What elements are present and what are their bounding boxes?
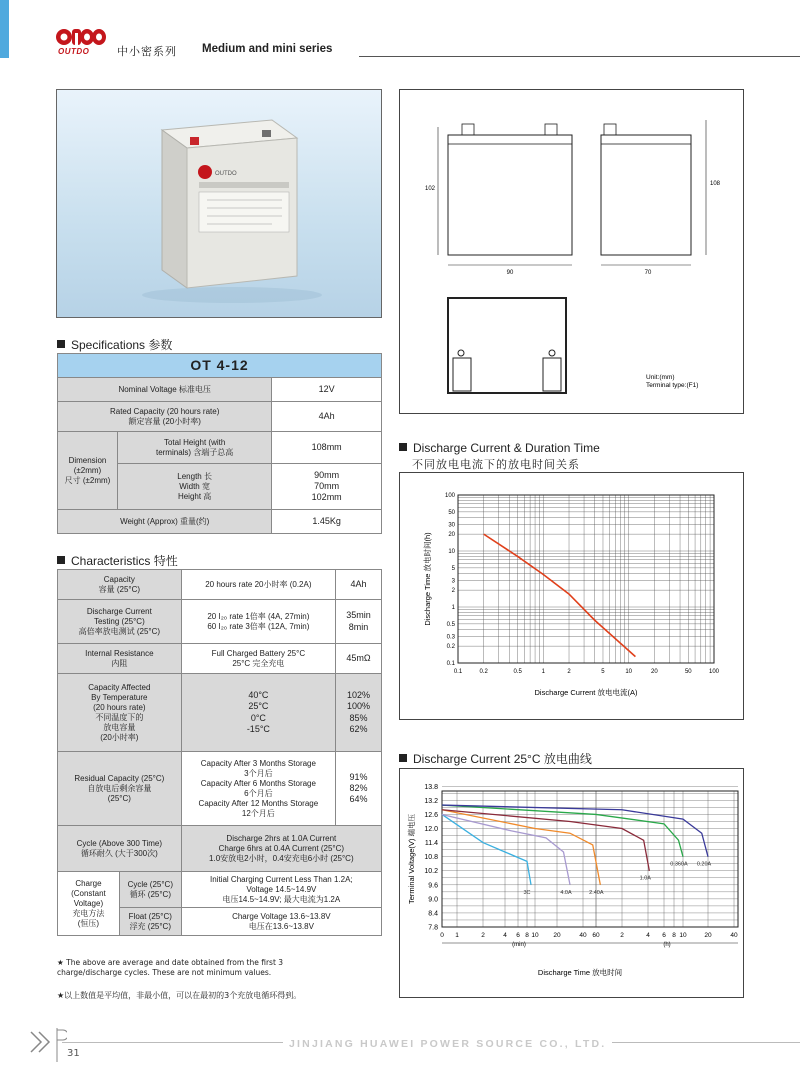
- temperature-capacity-label: Capacity Affected By Temperature (20 hours rate) 不同温度下的 放电容量 (20小时率): [58, 674, 182, 752]
- discharge-curve-plot: [400, 769, 745, 999]
- y-tick-label: 9.6: [428, 882, 438, 890]
- page-header: [55, 26, 800, 60]
- svg-text:OUTDO: OUTDO: [215, 171, 237, 177]
- notes-en: ★ The above are average and date obtained from the first 3 charge/discharge cycles. These are not minimum values.: [57, 958, 284, 978]
- x-tick-label: 8: [525, 932, 529, 939]
- x-tick-label: 10: [679, 932, 687, 939]
- nominal-voltage-label: Nominal Voltage 标准电压: [58, 378, 272, 402]
- capacity-condition: 20 hours rate 20小时率 (0.2A): [181, 570, 335, 600]
- dim-height-side-label: 108: [709, 181, 721, 187]
- characteristics-title: Characteristics 特性: [71, 554, 178, 568]
- x-tick-label: 1: [455, 932, 459, 939]
- y-tick-label: 2: [451, 588, 455, 595]
- internal-resistance-label: Internal Resistance 内阻: [58, 644, 182, 674]
- dimension-label: Dimension (±2mm) 尺寸 (±2mm): [58, 432, 118, 510]
- x-tick-label: 0.2: [479, 669, 488, 675]
- logo-wordmark: OUTDO: [58, 47, 90, 56]
- dim-width-label: 90: [506, 270, 514, 276]
- y-tick-label: 13.2: [424, 797, 438, 805]
- product-photo: [56, 89, 382, 318]
- cycle-use-condition: Initial Charging Current Less Than 1.2A; Voltage 14.5~14.9V 电压14.5~14.9V; 最大电流为1.2A: [181, 872, 381, 908]
- discharge-time-line: [484, 534, 636, 656]
- weight-value: 1.45Kg: [272, 510, 382, 534]
- y-tick-label: 10: [448, 549, 455, 555]
- y-axis-title: Terminal Voltage(V) 端电压: [407, 813, 416, 905]
- y-tick-label: 20: [448, 532, 455, 539]
- discharge-time-plot: [400, 473, 745, 721]
- y-tick-label: 13.8: [424, 783, 438, 791]
- total-height-label: Total Height (with terminals) 含端子总高: [117, 432, 271, 464]
- model-name: OT 4-12: [58, 354, 382, 378]
- float-use-label: Float (25°C) 浮充 (25°C): [119, 908, 181, 936]
- x-tick-label: 50: [684, 669, 692, 675]
- header-divider: [359, 56, 800, 57]
- bullet-square-icon: [399, 443, 407, 451]
- y-tick-label: 100: [444, 493, 455, 499]
- curve-label: 0.360A: [670, 861, 688, 868]
- y-tick-label: 30: [448, 522, 455, 529]
- characteristics-table: [57, 569, 382, 936]
- y-tick-label: 7.8: [428, 924, 438, 932]
- y-tick-label: 0.5: [446, 621, 455, 628]
- curve-label: 1.0A: [639, 875, 651, 882]
- nominal-voltage-value: 12V: [272, 378, 382, 402]
- x-tick-label: 40: [730, 932, 738, 939]
- y-tick-label: 5: [451, 565, 455, 572]
- bullet-square-icon: [57, 340, 65, 348]
- capacity-label: Capacity 容量 (25°C): [58, 570, 182, 600]
- y-tick-label: 0.1: [446, 661, 455, 667]
- y-tick-label: 10.8: [424, 854, 438, 862]
- y-tick-label: 10.2: [424, 868, 438, 876]
- x-tick-label: 8: [672, 932, 676, 939]
- total-height-value: 108mm: [272, 432, 382, 464]
- y-tick-label: 0.2: [446, 644, 455, 651]
- specifications-title: Specifications 参数: [71, 338, 173, 352]
- x-tick-label: 10: [625, 669, 633, 675]
- page-number: 31: [67, 1048, 80, 1059]
- specifications-table: [57, 353, 382, 534]
- x-tick-label: 20: [704, 932, 712, 939]
- temperature-list: 40°C 25°C 0°C -15°C: [181, 674, 335, 752]
- charge-method-label: Charge (Constant Voltage) 充电方法 (恒压): [58, 872, 120, 936]
- y-tick-label: 12.6: [424, 811, 438, 819]
- notes-cn: ★以上数值是平均值，非最小值，可以在最初的3个充放电循环得到。: [57, 991, 302, 1000]
- dimension-drawing: [399, 89, 744, 414]
- discharge-curve: [442, 810, 600, 885]
- x-tick-label: 6: [662, 932, 666, 939]
- cycle-life-condition: Discharge 2hrs at 1.0A Current Charge 6hrs at 0.4A Current (25°C) 1.0安放电2小时，0.4安充电6小时 (25°C): [181, 826, 381, 872]
- lwh-labels: Length 长 Width 宽 Height 高: [117, 464, 271, 510]
- x-tick-label: 4: [503, 932, 507, 939]
- chart1-title: Discharge Current & Duration Time: [413, 441, 600, 455]
- bullet-square-icon: [399, 754, 407, 762]
- x-tick-label: 0: [440, 932, 444, 939]
- rated-capacity-value: 4Ah: [272, 402, 382, 432]
- y-tick-label: 9.0: [428, 896, 438, 904]
- y-tick-label: 50: [448, 509, 455, 516]
- edge-tab: [0, 0, 9, 58]
- series-title-cn: 中小密系列: [117, 45, 177, 58]
- y-axis-title: Discharge Time 放电时间(h): [423, 532, 432, 626]
- x-tick-label: 60: [592, 932, 600, 939]
- x-tick-label: 0.1: [453, 669, 463, 675]
- discharge-test-condition: 20 I₂₀ rate 1倍率 (4A, 27min) 60 I₂₀ rate 3倍率 (12A, 7min): [181, 600, 335, 644]
- unit-note: Unit:(mm): [646, 374, 675, 381]
- x-tick-label: 5: [601, 669, 605, 675]
- x-tick-label: 4: [646, 932, 650, 939]
- chart1-heading: [399, 441, 600, 455]
- y-tick-label: 12.0: [424, 826, 438, 834]
- curve-label: 3C: [523, 889, 531, 896]
- cycle-life-label: Cycle (Above 300 Time) 循环耐久 (大于300次): [58, 826, 182, 872]
- x-tick-label: 40: [579, 932, 587, 939]
- specifications-heading: [57, 336, 172, 353]
- plot-frame: [458, 495, 714, 663]
- bullet-square-icon: [57, 556, 65, 564]
- x-tick-label: 2: [620, 932, 624, 939]
- temperature-capacity-values: 102% 100% 85% 62%: [336, 674, 382, 752]
- x-tick-label: 2: [481, 932, 485, 939]
- footer-chevron-logo: [27, 1022, 67, 1062]
- x-tick-label: 0.5: [513, 669, 522, 675]
- internal-resistance-value: 45mΩ: [336, 644, 382, 674]
- curve-label: 2.40A: [589, 889, 604, 896]
- discharge-test-value: 35min 8min: [336, 600, 382, 644]
- discharge-curve: [442, 810, 649, 871]
- cycle-use-label: Cycle (25°C) 循环 (25°C): [119, 872, 181, 908]
- capacity-value: 4Ah: [336, 570, 382, 600]
- x-tick-label: 20: [651, 669, 658, 675]
- discharge-test-label: Discharge Current Testing (25°C) 高倍率放电测试 (25°C): [58, 600, 182, 644]
- residual-capacity-values: 91% 82% 64%: [336, 752, 382, 826]
- residual-capacity-condition: Capacity After 3 Months Storage 3个月后 Capacity After 6 Months Storage 6个月后 Capacity After 12 Months Storage 12个月后: [181, 752, 335, 826]
- curve-label: 4.0A: [560, 889, 572, 896]
- chart1-subtitle: 不同放电电流下的放电时间关系: [412, 458, 580, 471]
- curve-label: 0.20A: [696, 861, 712, 868]
- characteristics-heading: [57, 552, 178, 569]
- discharge-time-chart: [399, 472, 744, 720]
- y-tick-label: 3: [451, 578, 455, 585]
- rated-capacity-label: Rated Capacity (20 hours rate) 额定容量 (20小时率): [58, 402, 272, 432]
- terminal-note: Terminal type:(F1): [646, 382, 699, 389]
- x-tick-label: 1: [541, 669, 546, 675]
- x-axis-title: Discharge Time 放电时间: [537, 968, 623, 977]
- battery-illustration: [57, 90, 383, 319]
- y-tick-label: 8.4: [428, 910, 438, 918]
- y-tick-label: 11.4: [424, 840, 438, 848]
- series-title-en: Medium and mini series: [202, 43, 333, 55]
- x-unit-h: (h): [663, 942, 671, 948]
- x-unit-min: (min): [512, 942, 526, 948]
- x-tick-label: 2: [567, 669, 571, 675]
- x-axis-title: Discharge Current 放电电流(A): [534, 688, 638, 697]
- lwh-values: 90mm 70mm 102mm: [272, 464, 382, 510]
- float-use-condition: Charge Voltage 13.6~13.8V 电压在13.6~13.8V: [181, 908, 381, 936]
- chart2-title: Discharge Current 25°C 放电曲线: [413, 752, 592, 766]
- y-tick-label: 0.3: [446, 634, 455, 641]
- company-name: JINJIANG HUAWEI POWER SOURCE CO., LTD.: [283, 1038, 612, 1050]
- residual-capacity-label: Residual Capacity (25°C) 自放电后剩余容量 (25°C): [58, 752, 182, 826]
- x-tick-label: 6: [516, 932, 520, 939]
- x-tick-label: 100: [708, 669, 720, 675]
- dim-height-label: 102: [424, 186, 436, 192]
- dim-depth-label: 70: [644, 270, 652, 276]
- chart2-heading: [399, 750, 592, 767]
- discharge-curve-chart: [399, 768, 744, 998]
- internal-resistance-condition: Full Charged Battery 25°C 25°C 完全充电: [181, 644, 335, 674]
- weight-label: Weight (Approx) 重量(约): [58, 510, 272, 534]
- x-tick-label: 10: [531, 932, 539, 939]
- plot-frame: [442, 791, 738, 927]
- y-tick-label: 1: [451, 605, 455, 611]
- x-tick-label: 20: [553, 932, 561, 939]
